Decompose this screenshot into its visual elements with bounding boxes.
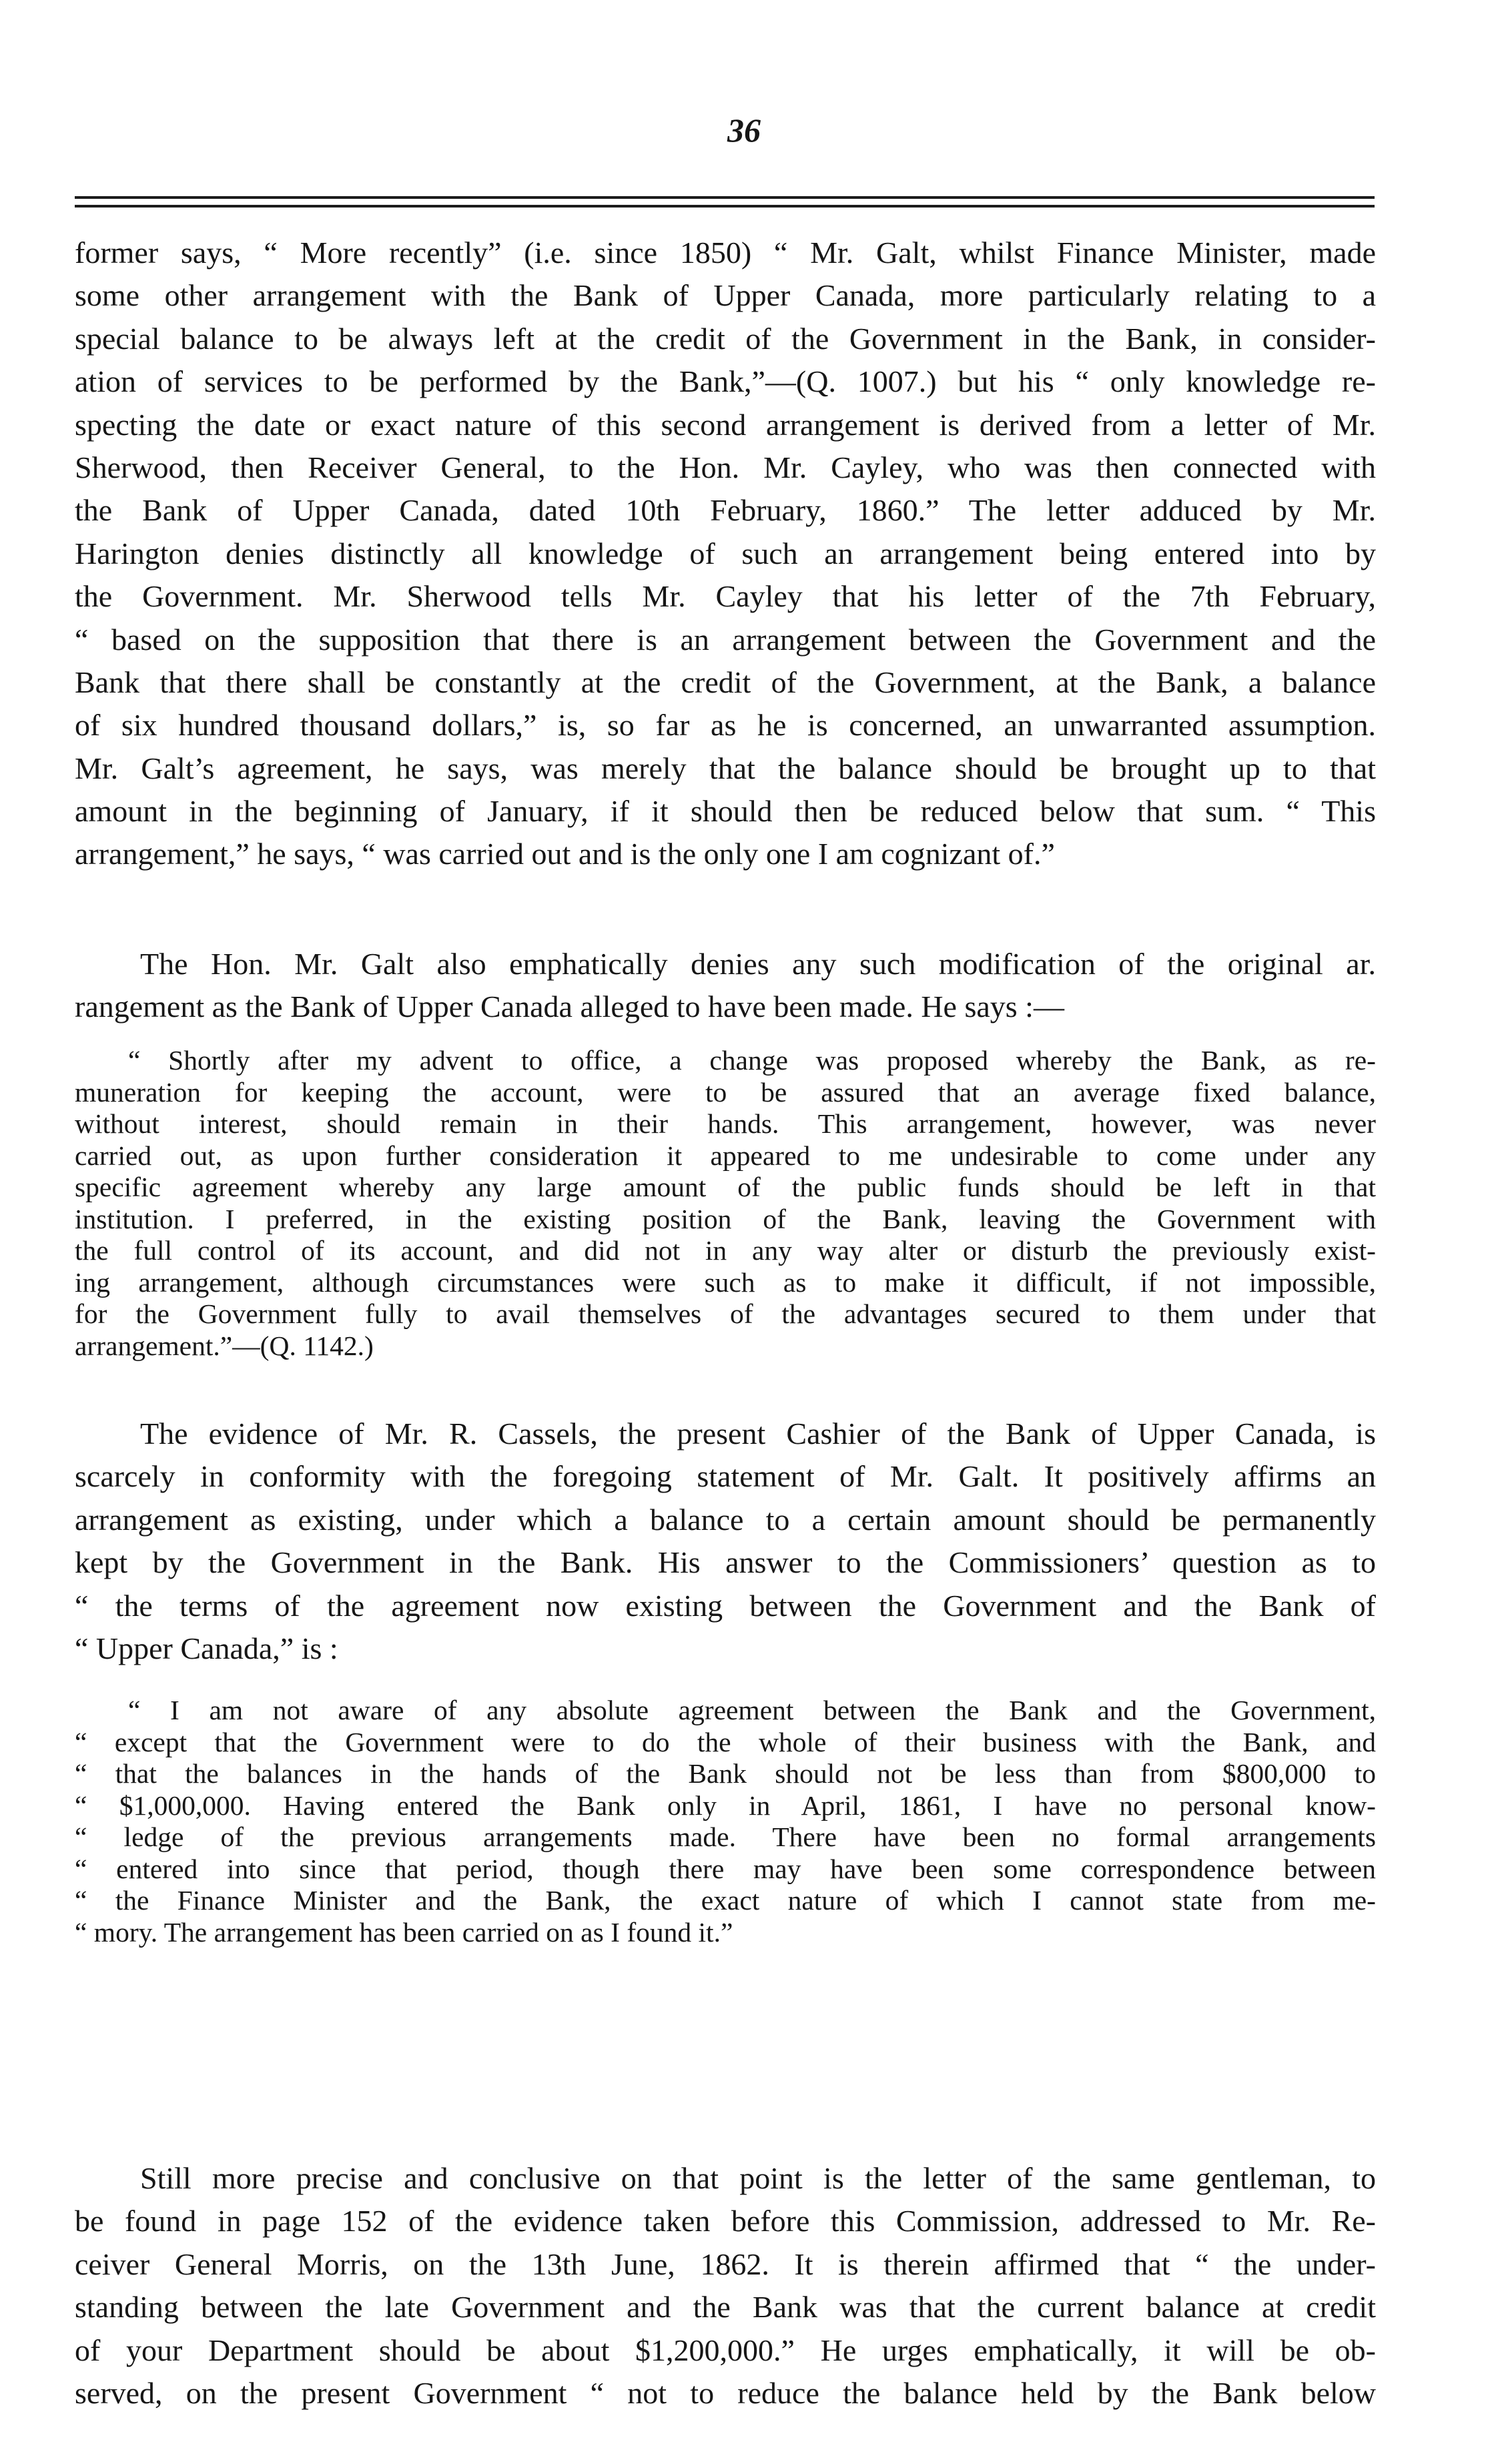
text-line: kept by the Government in the Bank. His answer to the Commissioners’ question as to <box>75 1545 1376 1580</box>
text-line: “ based on the supposition that there is an arrangement between the Government and the <box>75 622 1376 657</box>
paragraph-1 <box>75 232 1376 876</box>
text-line: arrangement as existing, under which a balance to a certain amount should be permanently <box>75 1502 1376 1537</box>
quote-line: “ the Finance Minister and the Bank, the exact nature of which I cannot state from me- <box>75 1885 1376 1916</box>
text-line: Still more precise and conclusive on that point is the letter of the same gentleman, to <box>140 2161 1376 2195</box>
text-line: specting the date or exact nature of this second arrangement is derived from a letter of Mr. <box>75 407 1376 442</box>
paragraph-4 <box>75 2157 1376 2415</box>
text-line: The Hon. Mr. Galt also emphatically denies any such modification of the original ar. <box>140 947 1376 981</box>
quote-line: “ ledge of the previous arrangements made. There have been no formal arrangements <box>75 1821 1376 1852</box>
paragraph-2 <box>75 943 1376 1029</box>
text-line: Sherwood, then Receiver General, to the Hon. Mr. Cayley, who was then connected with <box>75 450 1376 484</box>
text-line: ceiver General Morris, on the 13th June, 1862. It is therein affirmed that “ the under- <box>75 2246 1376 2281</box>
quote-line: for the Government fully to avail themselves of the advantages secured to them under that <box>75 1298 1376 1329</box>
quote-line: “ $1,000,000. Having entered the Bank only in April, 1861, I have no personal know- <box>75 1789 1376 1821</box>
quote-line: specific agreement whereby any large amount of the public funds should be left in that <box>75 1172 1376 1202</box>
text-line: arrangement,” he says, “ was carried out and is the only one I am cognizant of.” <box>75 837 1055 871</box>
quote-line: “ Shortly after my advent to office, a change was proposed whereby the Bank, as re- <box>128 1045 1376 1076</box>
text-line: “ Upper Canada,” is : <box>75 1631 338 1665</box>
text-line: served, on the present Government “ not to reduce the balance held by the Bank below <box>75 2375 1376 2410</box>
quote-line: the full control of its account, and did not in any way alter or disturb the previously exist- <box>75 1235 1376 1266</box>
text-line: the Bank of Upper Canada, dated 10th February, 1860.” The letter adduced by Mr. <box>75 493 1376 528</box>
text-line: rangement as the Bank of Upper Canada alleged to have been made. He says :— <box>75 989 1064 1024</box>
quote-line: muneration for keeping the account, were to be assured that an average fixed balance, <box>75 1076 1376 1108</box>
page-number: 36 <box>727 111 761 149</box>
text-line: former says, “ More recently” (i.e. since 1850) “ Mr. Galt, whilst Finance Minister, made <box>75 236 1376 270</box>
text-line: “ the terms of the agreement now existing between the Government and the Bank of <box>75 1588 1376 1623</box>
quote-line: “ except that the Government were to do the whole of their business with the Bank, and <box>75 1726 1376 1757</box>
quote-line: “ mory. The arrangement has been carried on as I found it.” <box>75 1916 733 1948</box>
text-line: special balance to be always left at the credit of the Government in the Bank, in consider- <box>75 321 1376 356</box>
quote-line: “ entered into since that period, though there may have been some correspondence between <box>75 1853 1376 1884</box>
text-line: ation of services to be performed by the Bank,”—(Q. 1007.) but his “ only knowledge re- <box>75 364 1376 399</box>
paragraph-3 <box>75 1412 1376 1670</box>
text-line: some other arrangement with the Bank of Upper Canada, more particularly relating to a <box>75 278 1376 313</box>
block-quote-2 <box>75 1695 1376 1948</box>
text-line: scarcely in conformity with the foregoing statement of Mr. Galt. It positively affirms an <box>75 1459 1376 1494</box>
text-line: amount in the beginning of January, if it should then be reduced below that sum. “ This <box>75 794 1376 829</box>
quote-line: arrangement.”—(Q. 1142.) <box>75 1330 374 1361</box>
quote-line: without interest, should remain in their hands. This arrangement, however, was never <box>75 1108 1376 1139</box>
text-line: be found in page 152 of the evidence taken before this Commission, addressed to Mr. Re- <box>75 2204 1376 2238</box>
text-line: Bank that there shall be constantly at the credit of the Government, at the Bank, a balance <box>75 665 1376 699</box>
quote-line: ing arrangement, although circumstances were such as to make it difficult, if not impossible, <box>75 1266 1376 1298</box>
header-rule-bottom <box>75 205 1375 208</box>
header-rule-top <box>75 196 1375 199</box>
block-quote-1 <box>75 1045 1376 1362</box>
text-line: Mr. Galt’s agreement, he says, was merely that the balance should be brought up to that <box>75 751 1376 785</box>
text-line: of your Department should be about $1,200,000.” He urges emphatically, it will be ob- <box>75 2333 1376 2367</box>
text-line: the Government. Mr. Sherwood tells Mr. Cayley that his letter of the 7th February, <box>75 579 1376 614</box>
quote-line: carried out, as upon further consideration it appeared to me undesirable to come under any <box>75 1140 1376 1171</box>
text-line: The evidence of Mr. R. Cassels, the present Cashier of the Bank of Upper Canada, is <box>140 1416 1376 1451</box>
text-line: standing between the late Government and the Bank was that the current balance at credit <box>75 2290 1376 2325</box>
text-line: Harington denies distinctly all knowledge of such an arrangement being entered into by <box>75 536 1376 570</box>
quote-line: “ that the balances in the hands of the Bank should not be less than from $800,000 to <box>75 1758 1376 1789</box>
text-line: of six hundred thousand dollars,” is, so far as he is concerned, an unwarranted assumption. <box>75 708 1376 743</box>
quote-line: “ I am not aware of any absolute agreement between the Bank and the Government, <box>128 1695 1376 1725</box>
quote-line: institution. I preferred, in the existing position of the Bank, leaving the Government with <box>75 1203 1376 1234</box>
